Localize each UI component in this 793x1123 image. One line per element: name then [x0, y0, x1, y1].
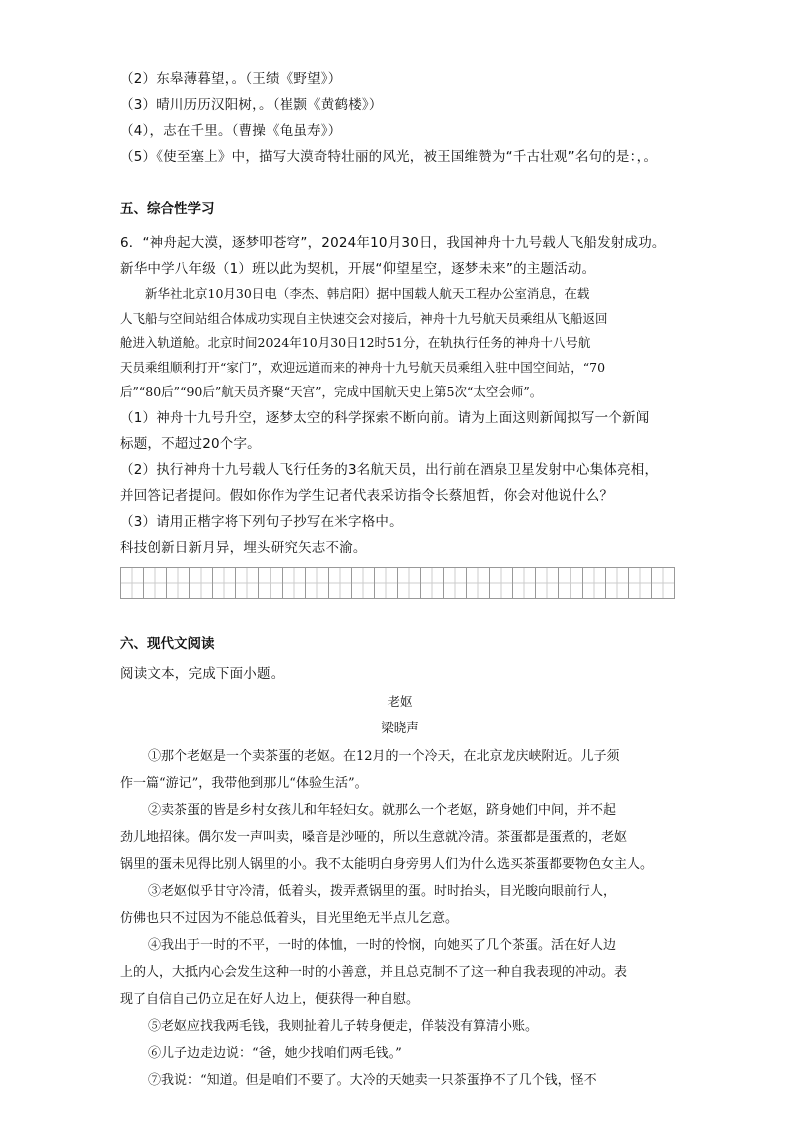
- article-body: [120, 743, 680, 1094]
- article-line: ①那个老妪是一个卖茶蛋的老妪。在12月的一个冷天，在北京龙庆峡附近。儿子须: [148, 748, 620, 764]
- question-line: （3）请用正楷字将下列句子抄写在米字格中。: [120, 513, 403, 530]
- poem-item-5: （5）《使至塞上》中，描写大漠奇特壮丽的风光，被王国维赞为“千古壮观”名句的是：，。: [120, 149, 658, 165]
- grid-cell[interactable]: [513, 568, 536, 598]
- grid-cell[interactable]: [583, 568, 606, 598]
- grid-cell[interactable]: [213, 568, 236, 598]
- article-paragraph: [120, 932, 680, 1013]
- article-title: 老妪: [387, 693, 413, 709]
- news-excerpt: [120, 282, 680, 405]
- grid-cell[interactable]: [283, 568, 306, 598]
- grid-cell[interactable]: [398, 568, 421, 598]
- grid-cell[interactable]: [167, 568, 190, 598]
- question-line: 标题，不超过20个字。: [120, 435, 261, 452]
- news-line: 后”“80后”“90后”航天员齐聚“天宫”，完成中国航天史上第5次“太空会师”。: [120, 384, 543, 399]
- grid-cell[interactable]: [559, 568, 582, 598]
- section-5-intro: [120, 230, 680, 282]
- copy-sentence: 科技创新日新月异，埋头研究矢志不渝。: [120, 539, 367, 556]
- article-paragraph: [120, 743, 680, 797]
- article-paragraph: [120, 1013, 680, 1040]
- article-line: ⑥儿子边走边说：“爸，她少找咱们两毛钱。”: [148, 1045, 402, 1061]
- question-line: （2）执行神舟十九号载人飞行任务的3名航天员，出行前在酒泉卫星发射中心集体亮相，: [120, 461, 659, 478]
- article-line: 现了自信自己仍立足在好人边上，便获得一种自慰。: [120, 991, 420, 1007]
- question-line: 并回答记者提问。假如你作为学生记者代表采访指令长蔡旭哲，你会对他说什么？: [120, 487, 614, 504]
- article-line: 劲儿地招徕。偶尔发一声叫卖，嗓音是沙哑的，所以生意就冷清。茶蛋都是蛋煮的，老妪: [120, 829, 628, 845]
- poem-item-2: （2）东皋薄暮望，。（王绩《野望》）: [120, 71, 342, 87]
- section-5-questions: [120, 405, 680, 561]
- grid-cell[interactable]: [329, 568, 352, 598]
- grid-cell[interactable]: [144, 568, 167, 598]
- news-line: 人飞船与空间站组合体成功实现自主快速交会对接后，神舟十九号航天员乘组从飞船返回: [120, 310, 608, 326]
- grid-cell[interactable]: [536, 568, 559, 598]
- article-line: ④我出于一时的不平，一时的体恤，一时的怜悯，向她买了几个茶蛋。活在好人边: [148, 937, 617, 953]
- article-line: 上的人，大抵内心会发生这种一时的小善意，并且总克制不了这一种自我表现的冲动。表: [120, 964, 628, 980]
- article-line: 仿佛也只不过因为不能总低着头，目光里绝无半点儿乞意。: [120, 910, 459, 926]
- grid-cell[interactable]: [190, 568, 213, 598]
- news-line: 舱进入轨道舱。北京时间2024年10月30日12时51分，在轨执行任务的神舟十八号航: [120, 335, 591, 350]
- grid-cell[interactable]: [421, 568, 444, 598]
- intro-line: 6．“神舟起大漠，逐梦叩苍穹”，2024年10月30日，我国神舟十九号载人飞船发射成功。: [120, 235, 666, 251]
- reading-instruction: 阅读文本，完成下面小题。: [120, 665, 285, 682]
- grid-cell[interactable]: [629, 568, 652, 598]
- grid-cell[interactable]: [352, 568, 375, 598]
- section-5-title: 五、综合性学习: [120, 201, 215, 217]
- article-line: ⑦我说：“知道。但是咱们不要了。大冷的天她卖一只茶蛋挣不了几个钱，怪不: [148, 1072, 597, 1088]
- news-line: 新华社北京10月30日电（李杰、韩启阳）据中国载人航天工程办公室消息，在载: [145, 286, 590, 301]
- article-paragraph: [120, 1067, 680, 1094]
- article-line: 锅里的蛋未见得比别人锅里的小。我不太能明白身旁男人们为什么选买茶蛋都要物色女主人。: [120, 856, 654, 872]
- poem-fill-list: [120, 66, 680, 170]
- grid-cell[interactable]: [652, 568, 674, 598]
- article-line: ②卖茶蛋的皆是乡村女孩儿和年轻妇女。就那么一个老妪，跻身她们中间，并不起: [148, 802, 617, 818]
- grid-cell[interactable]: [121, 568, 144, 598]
- grid-cell[interactable]: [490, 568, 513, 598]
- grid-cell[interactable]: [467, 568, 490, 598]
- grid-cell[interactable]: [444, 568, 467, 598]
- question-line: （1）神舟十九号升空，逐梦太空的科学探索不断向前。请为上面这则新闻拟写一个新闻: [120, 409, 650, 426]
- document-page: [120, 66, 680, 1094]
- intro-line: 新华中学八年级（1）班以此为契机，开展“仰望星空，逐梦未来”的主题活动。: [120, 261, 596, 277]
- grid-cell[interactable]: [306, 568, 329, 598]
- mizige-grid[interactable]: [120, 567, 675, 599]
- poem-item-3: （3）晴川历历汉阳树，。（崔颢《黄鹤楼》）: [120, 97, 383, 113]
- article-paragraph: [120, 1040, 680, 1067]
- article-author: 梁晓声: [381, 719, 419, 735]
- article-paragraph: [120, 878, 680, 932]
- poem-item-4: （4），志在千里。（曹操《龟虽寿》）: [120, 123, 342, 139]
- article-line: ③老妪似乎甘守冷清，低着头，拨弄煮锅里的蛋。时时抬头，目光睃向眼前行人，: [148, 883, 617, 899]
- section-6-title: 六、现代文阅读: [120, 635, 215, 652]
- grid-cell[interactable]: [259, 568, 282, 598]
- grid-cell[interactable]: [375, 568, 398, 598]
- grid-cell[interactable]: [606, 568, 629, 598]
- article-line: ⑤老妪应找我两毛钱，我则扯着儿子转身便走，佯装没有算清小账。: [148, 1018, 539, 1034]
- news-line: 天员乘组顺利打开“家门”，欢迎远道而来的神舟十九号航天员乘组入驻中国空间站，“70: [120, 359, 606, 375]
- article-line: 作一篇“游记”，我带他到那儿“体验生活”。: [120, 775, 368, 791]
- article-paragraph: [120, 797, 680, 878]
- grid-cell[interactable]: [236, 568, 259, 598]
